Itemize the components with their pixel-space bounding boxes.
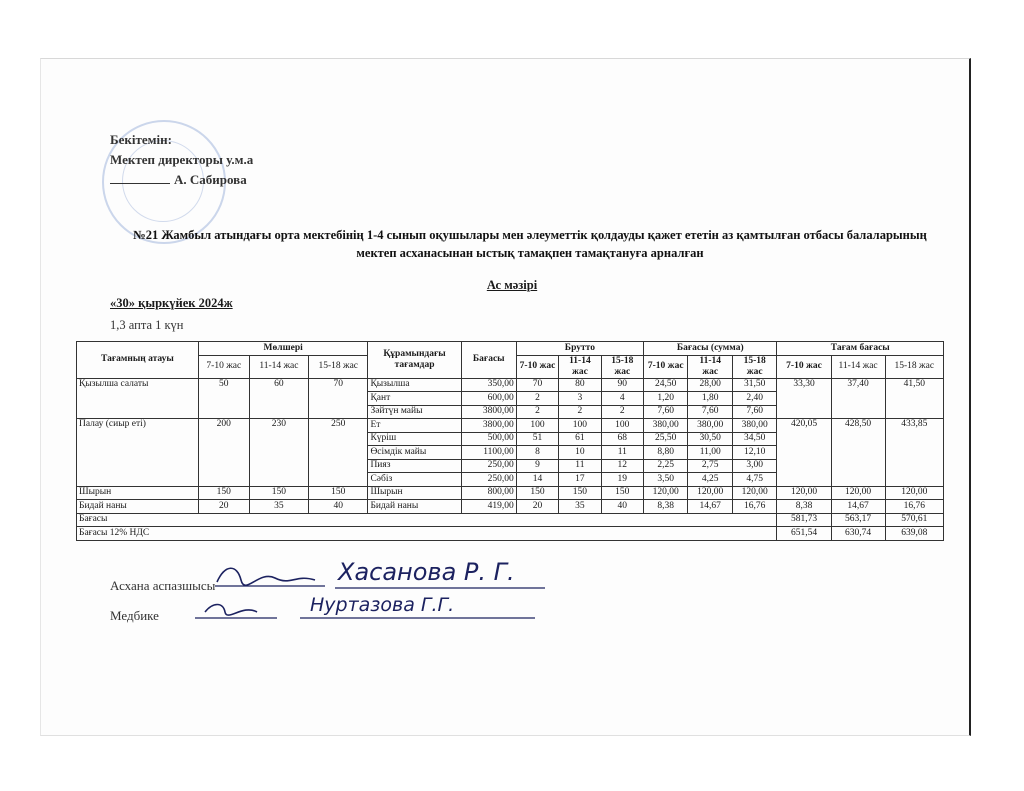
dish-price-cell: 120,00 — [831, 486, 885, 500]
col-quantity: Мөлшері — [198, 342, 368, 356]
dish-price-cell: 420,05 — [777, 419, 831, 487]
total-cell: 581,73 — [777, 513, 831, 527]
sum-cell: 28,00 — [688, 378, 733, 392]
price-cell: 600,00 — [461, 392, 516, 406]
dish-name: Шырын — [77, 486, 199, 500]
table-row — [77, 500, 944, 514]
brutto-cell: 150 — [516, 486, 558, 500]
age-header: 7-10 жас — [198, 355, 249, 378]
price-cell: 800,00 — [461, 486, 516, 500]
table-row — [77, 486, 944, 500]
document-title-line1: №21 Жамбыл атындағы орта мектебінің 1-4 сынып оқушылары мен әлеуметтік қолдауды қажет ететін аз қамтылған отбасы балаларының — [133, 228, 927, 242]
dish-price-cell: 120,00 — [885, 486, 943, 500]
qty-cell: 250 — [309, 419, 368, 487]
ingredient-cell: Сәбіз — [368, 473, 461, 487]
price-cell: 500,00 — [461, 432, 516, 446]
vat-row — [77, 527, 944, 541]
brutto-cell: 100 — [601, 419, 643, 433]
ingredient-cell: Күріш — [368, 432, 461, 446]
sum-cell: 4,75 — [732, 473, 777, 487]
dish-name: Қызылша салаты — [77, 378, 199, 419]
col-brutto: Брутто — [516, 342, 643, 356]
director-name: А. Сабирова — [174, 172, 247, 187]
dish-name: Палау (сиыр еті) — [77, 419, 199, 487]
brutto-cell: 4 — [601, 392, 643, 406]
age-header: 7-10 жас — [516, 355, 558, 378]
sum-cell: 120,00 — [643, 486, 688, 500]
brutto-cell: 3 — [559, 392, 601, 406]
price-cell: 1100,00 — [461, 446, 516, 460]
brutto-cell: 150 — [559, 486, 601, 500]
brutto-cell: 20 — [516, 500, 558, 514]
sum-cell: 1,80 — [688, 392, 733, 406]
qty-cell: 200 — [198, 419, 249, 487]
vat-cell: 630,74 — [831, 527, 885, 541]
price-cell: 350,00 — [461, 378, 516, 392]
price-cell: 250,00 — [461, 459, 516, 473]
total-label: Бағасы — [77, 513, 777, 527]
vat-cell: 639,08 — [885, 527, 943, 541]
approval-block — [110, 130, 253, 190]
qty-cell: 35 — [249, 500, 308, 514]
brutto-cell: 9 — [516, 459, 558, 473]
price-cell: 250,00 — [461, 473, 516, 487]
age-header: 11-14 жас — [688, 355, 733, 378]
brutto-cell: 40 — [601, 500, 643, 514]
price-cell: 3800,00 — [461, 405, 516, 419]
nurse-label: Медбике — [110, 608, 159, 623]
sum-cell: 8,38 — [643, 500, 688, 514]
brutto-cell: 11 — [559, 459, 601, 473]
sum-cell: 30,50 — [688, 432, 733, 446]
age-header: 11-14 жас — [249, 355, 308, 378]
ingredient-cell: Бидай наны — [368, 500, 461, 514]
sum-cell: 12,10 — [732, 446, 777, 460]
ingredient-cell: Ет — [368, 419, 461, 433]
table-row — [77, 419, 944, 433]
sum-cell: 11,00 — [688, 446, 733, 460]
age-header: 15-18 жас — [309, 355, 368, 378]
cook-name: Хасанова Р. Г. — [338, 558, 515, 586]
ingredient-cell: Қызылша — [368, 378, 461, 392]
col-ingredients: Құрамындағы тағамдар — [368, 342, 461, 379]
sum-cell: 2,40 — [732, 392, 777, 406]
qty-cell: 70 — [309, 378, 368, 419]
qty-cell: 150 — [309, 486, 368, 500]
qty-cell: 150 — [198, 486, 249, 500]
total-row — [77, 513, 944, 527]
dish-price-cell: 433,85 — [885, 419, 943, 487]
dish-name: Бидай наны — [77, 500, 199, 514]
cook-signature-row — [110, 578, 215, 594]
brutto-cell: 150 — [601, 486, 643, 500]
col-dish-price: Тағам бағасы — [777, 342, 944, 356]
approval-position: Мектеп директоры у.м.а — [110, 152, 254, 167]
ingredient-cell: Зәйтүн майы — [368, 405, 461, 419]
price-cell: 3800,00 — [461, 419, 516, 433]
col-dish-name: Тағамның атауы — [77, 342, 199, 379]
document-title-line2: мектеп асханасынан ыстық тамақпен тамақтануға арналған — [356, 246, 704, 260]
brutto-cell: 70 — [516, 378, 558, 392]
brutto-cell: 14 — [516, 473, 558, 487]
qty-cell: 150 — [249, 486, 308, 500]
table-header-row — [77, 342, 944, 356]
vat-label: Бағасы 12% НДС — [77, 527, 777, 541]
sum-cell: 2,75 — [688, 459, 733, 473]
ingredient-cell: Қант — [368, 392, 461, 406]
age-header: 7-10 жас — [777, 355, 831, 378]
ingredient-cell: Өсімдік майы — [368, 446, 461, 460]
brutto-cell: 68 — [601, 432, 643, 446]
brutto-cell: 12 — [601, 459, 643, 473]
sum-cell: 380,00 — [732, 419, 777, 433]
age-header: 15-18 жас — [885, 355, 943, 378]
sum-cell: 380,00 — [688, 419, 733, 433]
menu-week-day: 1,3 апта 1 күн — [110, 318, 184, 332]
brutto-cell: 35 — [559, 500, 601, 514]
brutto-cell: 51 — [516, 432, 558, 446]
col-price: Бағасы — [461, 342, 516, 379]
age-header: 11-14 жас — [559, 355, 601, 378]
sum-cell: 4,25 — [688, 473, 733, 487]
total-cell: 570,61 — [885, 513, 943, 527]
sum-cell: 1,20 — [643, 392, 688, 406]
brutto-cell: 80 — [559, 378, 601, 392]
brutto-cell: 2 — [516, 392, 558, 406]
nurse-name: Нуртазова Г.Г. — [310, 594, 455, 616]
sum-cell: 16,76 — [732, 500, 777, 514]
col-sum: Бағасы (сумма) — [643, 342, 777, 356]
menu-title: Ас мәзірі — [486, 278, 538, 292]
sum-cell: 25,50 — [643, 432, 688, 446]
brutto-cell: 17 — [559, 473, 601, 487]
brutto-cell: 100 — [516, 419, 558, 433]
brutto-cell: 90 — [601, 378, 643, 392]
dish-price-cell: 428,50 — [831, 419, 885, 487]
dish-price-cell: 16,76 — [885, 500, 943, 514]
qty-cell: 60 — [249, 378, 308, 419]
dish-price-cell: 120,00 — [777, 486, 831, 500]
brutto-cell: 11 — [601, 446, 643, 460]
sum-cell: 14,67 — [688, 500, 733, 514]
sum-cell: 3,00 — [732, 459, 777, 473]
qty-cell: 40 — [309, 500, 368, 514]
brutto-cell: 10 — [559, 446, 601, 460]
price-cell: 419,00 — [461, 500, 516, 514]
table-row — [77, 378, 944, 392]
sum-cell: 3,50 — [643, 473, 688, 487]
dish-price-cell: 14,67 — [831, 500, 885, 514]
sum-cell: 380,00 — [643, 419, 688, 433]
sum-cell: 8,80 — [643, 446, 688, 460]
sum-cell: 31,50 — [732, 378, 777, 392]
ingredient-cell: Пияз — [368, 459, 461, 473]
dish-price-cell: 8,38 — [777, 500, 831, 514]
ingredient-cell: Шырын — [368, 486, 461, 500]
cook-label: Асхана аспазшысы — [110, 578, 216, 593]
sum-cell: 34,50 — [732, 432, 777, 446]
dish-price-cell: 33,30 — [777, 378, 831, 419]
brutto-cell: 2 — [516, 405, 558, 419]
menu-date: «30» қыркүйек 2024ж — [110, 296, 233, 310]
age-header: 11-14 жас — [831, 355, 885, 378]
sum-cell: 7,60 — [732, 405, 777, 419]
brutto-cell: 2 — [559, 405, 601, 419]
sum-cell: 7,60 — [643, 405, 688, 419]
dish-price-cell: 41,50 — [885, 378, 943, 419]
total-cell: 563,17 — [831, 513, 885, 527]
age-header: 15-18 жас — [601, 355, 643, 378]
director-signature-line — [110, 183, 170, 184]
qty-cell: 50 — [198, 378, 249, 419]
brutto-cell: 19 — [601, 473, 643, 487]
brutto-cell: 8 — [516, 446, 558, 460]
sum-cell: 120,00 — [732, 486, 777, 500]
sum-cell: 7,60 — [688, 405, 733, 419]
age-header: 15-18 жас — [732, 355, 777, 378]
age-header: 7-10 жас — [643, 355, 688, 378]
sum-cell: 24,50 — [643, 378, 688, 392]
brutto-cell: 2 — [601, 405, 643, 419]
sum-cell: 120,00 — [688, 486, 733, 500]
qty-cell: 20 — [198, 500, 249, 514]
brutto-cell: 100 — [559, 419, 601, 433]
menu-table — [76, 341, 944, 541]
vat-cell: 651,54 — [777, 527, 831, 541]
approval-heading: Бекітемін: — [110, 132, 172, 147]
brutto-cell: 61 — [559, 432, 601, 446]
qty-cell: 230 — [249, 419, 308, 487]
dish-price-cell: 37,40 — [831, 378, 885, 419]
sum-cell: 2,25 — [643, 459, 688, 473]
nurse-signature-row — [110, 608, 159, 624]
